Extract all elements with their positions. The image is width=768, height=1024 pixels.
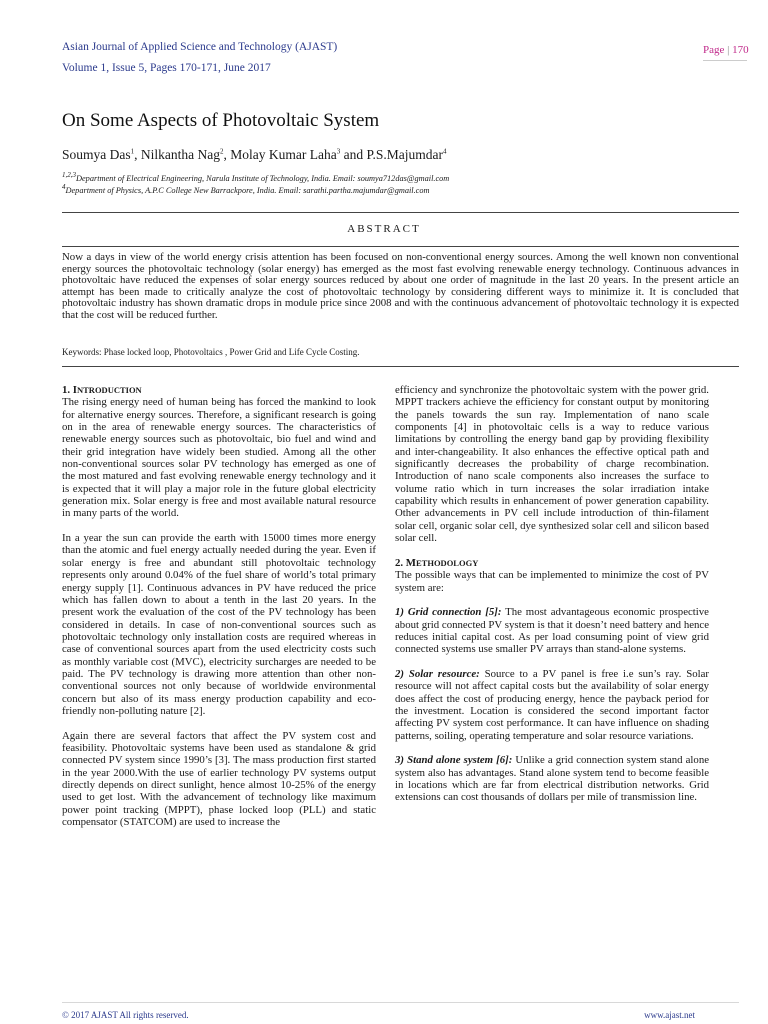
affil-text: Department of Electrical Engineering, Narula Institute of Technology, India. Email: soumya712das@gmail.com (76, 174, 450, 183)
divider (62, 212, 739, 213)
author-name: Molay Kumar Laha (230, 147, 337, 162)
abstract-body: Now a days in view of the world energy crisis attention has been focused on non-conventional energy sources. Among the well known non conventional energy sources the photovoltaic technology (solar energy) has emerged as the most fast evolving renewable energy technology. Continuous advances in photovoltaic have reduced the expenses of solar energy sources reduced by about one order of magnitude in the last 20 years. In the present article an attempt has been made to critically analyze the cost of photovoltaic technology by considering different ways to minimize it. It is concluded that photovoltaic industry has shown dramatic drops in module price since 2008 and with the continuous advancement of photovoltaic technology it is expected that the cost will be reduced further. (62, 251, 739, 321)
section-title-rest: NTRODUCTION (77, 385, 142, 395)
section-heading-methodology (395, 557, 709, 569)
abstract-heading: ABSTRACT (347, 223, 421, 235)
subsection-text: Source to a PV panel is free i.e sun’s ray. Solar resource will not affect capital costs but the availability of solar energy does affect the cost of producing energy, hence the payback period for the investment. Location is considered the second important factor affecting PV system cost performance. It can have influence on shading patterns, soiling, operating temperature and solar resource variations. (395, 667, 709, 742)
footer-divider (62, 1002, 739, 1003)
paper-title: On Some Aspects of Photovoltaic System (62, 110, 380, 131)
author-affil-mark: 1 (130, 147, 135, 156)
author-name: Nilkantha Nag (140, 147, 220, 162)
subsection-solar-resource (395, 668, 709, 742)
author-affil-mark: 3 (336, 147, 341, 156)
subsection-stand-alone (395, 754, 709, 803)
section-heading-introduction (62, 384, 376, 396)
section-title-rest: ETHODOLOGY (416, 557, 479, 568)
subsection-text: Unlike a grid connection system stand alone system also has advantages. Stand alone system tend to become feasible in locations which are far from electrical distribution networks. Grid extensions can cost thousands of dollars per mile of transmission line. (395, 754, 710, 804)
keywords: Keywords: Phase locked loop, Photovoltaics , Power Grid and Life Cycle Costing. (62, 347, 360, 357)
subsection-grid-connection (395, 606, 709, 655)
subsection-heading: 3) Stand alone system [6]: (395, 754, 513, 767)
section-number: 1. (62, 384, 73, 396)
affil-mark: 4 (62, 183, 66, 192)
authors-line (62, 147, 446, 163)
subsection-text: The most advantageous economic prospective about grid connected PV system is that it doesn’t need battery and hence reduces initial capital cost. As per load consuming point of view grid connected systems use smaller PV arrays than stand-alone systems. (395, 606, 709, 656)
author-separator: and (340, 147, 367, 162)
paragraph: The rising energy need of human being has forced the mankind to look for alternative energy sources. Therefore, a significant research is going on in the area of renewable energy sources. The characteristics of renewable energy sources such as photovoltaic, bio fuel and wind and their grid integration have widely been studied. Among all the other non-conventional sources solar PV technology has emerged as one of the most matured and fast evolving renewable energy technology and it is expected that it will play a major role in the future global electricity generation mix. Solar energy is free and most available natural resource in many parts of the world. (62, 396, 376, 520)
paragraph: Again there are several factors that affect the PV system cost and feasibility. Photovoltaic systems have been used as standalone & grid connected PV system since 1990’s [3]. The mass production first started in the year 2000.With the use of earlier technology PV systems output directly depends on direct sunlight, hence almost 10-25% of the energy used to get lost. With the advancement of technology like maximum power point tracking (MPPT), phase locked loop (PLL) and static compensator (STATCOM) are used to increase the (62, 729, 376, 829)
footer-copyright: © 2017 AJAST All rights reserved. (62, 1010, 189, 1020)
journal-volume: Volume 1, Issue 5, Pages 170-171, June 2017 (62, 62, 271, 74)
section-title-initial: I (72, 384, 77, 396)
journal-name: Asian Journal of Applied Science and Technology (AJAST) (62, 41, 338, 53)
page-number-box (703, 44, 749, 56)
section-title-initial: M (405, 556, 416, 569)
author-name: P.S.Majumdar (366, 147, 443, 162)
subsection-heading: 1) Grid connection [5]: (395, 606, 502, 619)
divider (62, 366, 739, 367)
divider (62, 246, 739, 247)
left-column (62, 384, 376, 828)
page-separator: | (727, 44, 730, 56)
author-separator: , (134, 147, 141, 162)
paragraph: efficiency and synchronize the photovoltaic system with the power grid. MPPT trackers achieve the efficiency for constant output by monitoring the panels towards the sun ray. Implementation of nano scale components [4] in photovoltaic cells is a way to reduce various limitations by controlling the energy band gap by providing flexibility and inter-changeability. It also enhances the effective optical path and significantly decreases the probability of charge recombination. Introduction of nano scale components also increases the surface to volume ratio which in turn increases the solar irradiation intake capability which results in enhancement of power generation capability. Other advancements in PV cell include introduction of thin-filament solar cell, organic solar cell, dye synthesized solar cell and silicon based solar cell. (395, 384, 709, 545)
author-affil-mark: 2 (219, 147, 224, 156)
page-number: 170 (732, 44, 749, 56)
page-label: Page (703, 44, 725, 56)
affiliation-2 (62, 183, 430, 195)
subsection-heading: 2) Solar resource: (395, 667, 480, 680)
right-column (395, 384, 709, 804)
author-name: Soumya Das (62, 147, 131, 162)
footer-website-link[interactable]: www.ajast.net (644, 1010, 695, 1020)
affiliation-1 (62, 171, 450, 183)
paragraph: In a year the sun can provide the earth with 15000 times more energy than the atomic and fuel energy actually needed during the year. Even if solar energy is free and abundant still photovoltaic technology represents only around 0.04% of the fuel share of world’s total primary energy supply [1]. Continuous advances in PV have reduced the price which has fallen down to about a tenth in the last 20 years. In the present work the evaluation of the cost of the PV technology has been considered in details. In case of non-conventional sources such as photovoltaic technology only installation costs are required whereas in case of conventional sources apart from the used electricity costs such as monthly variable cost (MVC), electricity surcharges are needed to be paid. The PV technology is drawing more attention than other non-conventional sources not only because of worldwide environmental concern but also of its mass energy production capability and eco-friendly non-polluting nature [2]. (62, 532, 376, 717)
author-separator: , (223, 147, 231, 162)
paragraph: The possible ways that can be implemented to minimize the cost of PV system are: (395, 569, 709, 594)
page-number-rule (703, 60, 747, 61)
author-affil-mark: 4 (442, 147, 447, 156)
affil-mark: 1,2,3 (62, 171, 76, 180)
affil-text: Department of Physics, A.P.C College New Barrackpore, India. Email: sarathi.partha.majumdar@gmail.com (65, 186, 430, 195)
section-number: 2. (395, 556, 406, 569)
